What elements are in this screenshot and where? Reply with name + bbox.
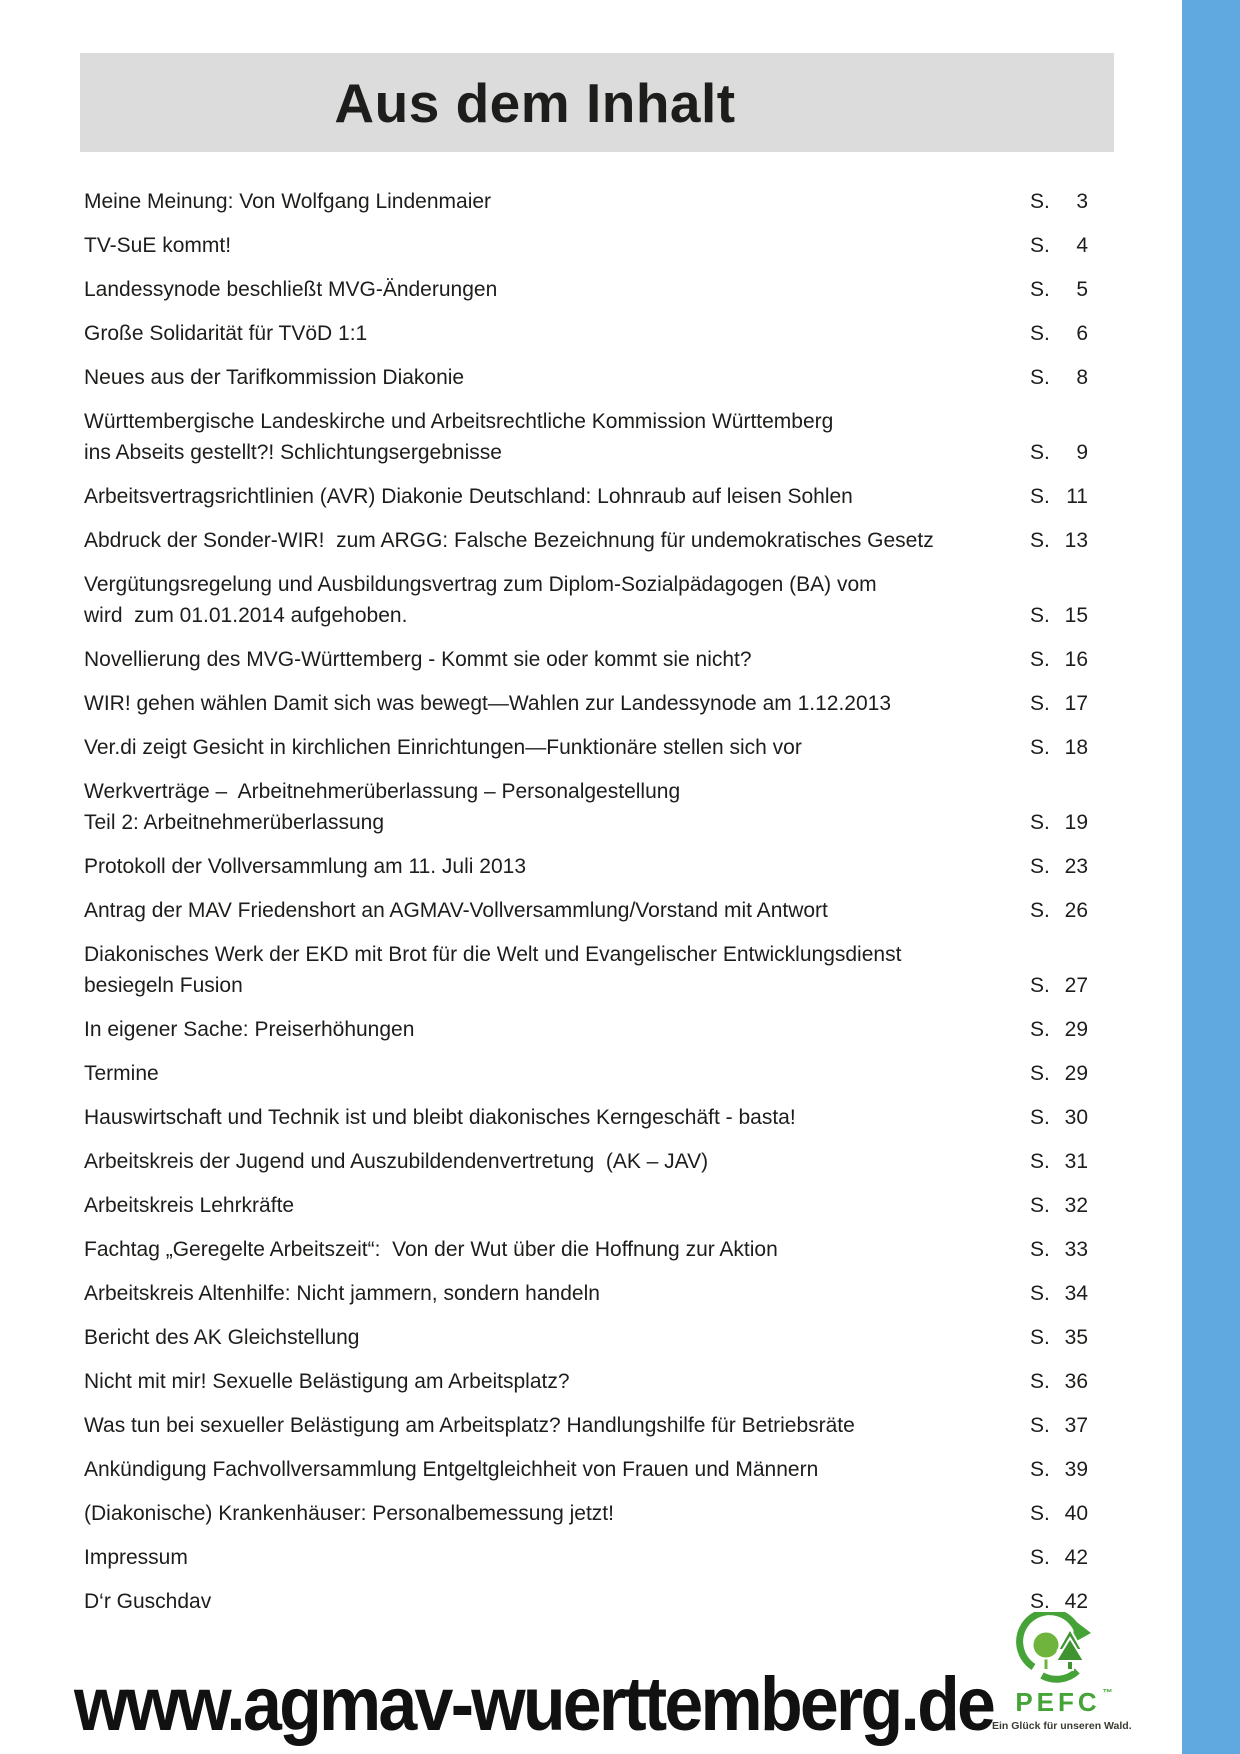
toc-entry [84,644,1088,675]
toc-entry-line: Novellierung des MVG-Württemberg - Kommt sie oder kommt sie nicht? [84,648,752,671]
toc-entry-line: Protokoll der Vollversammlung am 11. Juli 2013 [84,855,526,878]
toc-entry [84,1586,1088,1617]
toc-entry-title [84,1234,1022,1265]
toc-page-number [1030,362,1088,393]
toc-page-number [1030,1190,1088,1221]
page-prefix: S. [1030,1458,1050,1481]
page-number-value: 42 [1064,1546,1088,1569]
right-accent-bar [1182,0,1240,1754]
toc-entry [84,274,1088,305]
toc-entry [84,776,1088,838]
toc-entry-title [84,1410,1022,1441]
toc-entry-title [84,644,1022,675]
toc-entry [84,1410,1088,1441]
page-number-value: 37 [1064,1414,1088,1437]
toc-entry-line: Ver.di zeigt Gesicht in kirchlichen Einrichtungen—Funktionäre stellen sich vor [84,736,802,759]
page-prefix: S. [1030,1546,1050,1569]
toc-entry [84,318,1088,349]
toc-entry [84,525,1088,556]
toc-entry [84,1542,1088,1573]
page-number-value: 40 [1064,1502,1088,1525]
toc-page-number [1030,1366,1088,1397]
toc-entry-line: ins Abseits gestellt?! Schlichtungsergebnisse [84,441,502,464]
toc-entry-line: Neues aus der Tarifkommission Diakonie [84,366,465,389]
toc-page-number [1030,1454,1088,1485]
toc-entry-title [84,939,1022,1001]
toc-page-number [1030,525,1088,556]
page-number-value: 11 [1066,485,1088,508]
page-prefix: S. [1030,278,1050,301]
page-number-value: 29 [1064,1018,1088,1041]
toc-entry-line: Ankündigung Fachvollversammlung Entgeltgleichheit von Frauen und Männern [84,1458,819,1481]
toc-page-number [1030,1058,1088,1089]
page-number-value: 16 [1064,648,1088,671]
trademark-symbol: ™ [1102,1688,1113,1699]
toc-entry-title [84,1542,1022,1573]
toc-entry [84,1014,1088,1045]
toc-entry [84,1454,1088,1485]
toc-entry-title [84,525,1022,556]
toc-page-number [1030,437,1088,468]
toc-entry [84,1058,1088,1089]
toc-entry-title [84,362,1022,393]
toc-page-number [1030,688,1088,719]
page-prefix: S. [1030,1502,1050,1525]
page-number-value: 42 [1064,1590,1088,1613]
toc-entry [84,569,1088,631]
toc-entry [84,851,1088,882]
toc-entry-line: Vergütungsregelung und Ausbildungsvertrag zum Diplom-Sozialpädagogen (BA) vom [84,573,877,596]
page-number-value: 15 [1064,604,1088,627]
toc-page-number [1030,1410,1088,1441]
page-number-value: 4 [1076,234,1088,257]
toc-entry [84,362,1088,393]
page-prefix: S. [1030,1414,1050,1437]
page-prefix: S. [1030,899,1050,922]
toc-page-number [1030,1014,1088,1045]
toc-page-number [1030,1102,1088,1133]
page-number-value: 31 [1064,1150,1088,1173]
page-prefix: S. [1030,736,1050,759]
pefc-wordmark: PEFC ™ [1015,1690,1100,1714]
toc-entry-title [84,1190,1022,1221]
toc-entry-title [84,895,1022,926]
toc-entry [84,1278,1088,1309]
toc-entry-title [84,1278,1022,1309]
pefc-logo [992,1612,1132,1732]
page-prefix: S. [1030,529,1050,552]
toc-entry-title [84,851,1022,882]
toc-entry-title [84,1146,1022,1177]
page-number-value: 36 [1064,1370,1088,1393]
page-prefix: S. [1030,1150,1050,1173]
page-prefix: S. [1030,855,1050,878]
page-prefix: S. [1030,322,1050,345]
deciduous-tree-icon [1033,1632,1060,1671]
toc-entry-line: In eigener Sache: Preiserhöhungen [84,1018,415,1041]
toc-list [84,186,1088,1630]
toc-entry-line: Arbeitskreis der Jugend und Auszubildendenvertretung (AK – JAV) [84,1150,709,1173]
toc-page-number [1030,851,1088,882]
toc-page-number [1030,1146,1088,1177]
toc-page-number [1030,970,1088,1001]
toc-entry-line: Meine Meinung: Von Wolfgang Lindenmaier [84,190,492,213]
page-number-value: 29 [1064,1062,1088,1085]
toc-page-number [1030,1234,1088,1265]
toc-entry-title [84,1102,1022,1133]
toc-entry-line: D‘r Guschdav [84,1590,212,1613]
toc-entry-line: Landessynode beschließt MVG-Änderungen [84,278,498,301]
toc-page-number [1030,807,1088,838]
toc-page-number [1030,895,1088,926]
toc-entry [84,1498,1088,1529]
toc-entry-line: Termine [84,1062,159,1085]
toc-entry-title [84,481,1022,512]
toc-entry [84,481,1088,512]
toc-entry-title [84,1058,1022,1089]
page-prefix: S. [1030,1194,1050,1217]
toc-page-number [1030,644,1088,675]
toc-entry-line: Nicht mit mir! Sexuelle Belästigung am Arbeitsplatz? [84,1370,570,1393]
toc-entry-line: Abdruck der Sonder-WIR! zum ARGG: Falsche Bezeichnung für undemokratisches Gesetz [84,529,934,552]
header-banner [80,53,1114,152]
toc-entry-line: TV-SuE kommt! [84,234,232,257]
toc-entry-line: wird zum 01.01.2014 aufgehoben. [84,604,408,627]
page-number-value: 5 [1076,278,1088,301]
page-prefix: S. [1030,1590,1050,1613]
page-prefix: S. [1030,1018,1050,1041]
toc-entry-line: Arbeitskreis Lehrkräfte [84,1194,295,1217]
website-url[interactable]: www.agmav-wuerttemberg.de [74,1662,994,1747]
toc-entry-line: Fachtag „Geregelte Arbeitszeit“: Von der Wut über die Hoffnung zur Aktion [84,1238,778,1261]
toc-page-number [1030,732,1088,763]
toc-entry-line: Große Solidarität für TVöD 1:1 [84,322,368,345]
page-title: Aus dem Inhalt [334,71,736,134]
toc-page-number [1030,186,1088,217]
toc-entry-title [84,274,1022,305]
page-prefix: S. [1030,1326,1050,1349]
page-number-value: 27 [1064,974,1088,997]
page-number-value: 23 [1064,855,1088,878]
page-prefix: S. [1030,441,1050,464]
toc-page-number [1030,1322,1088,1353]
toc-page-number [1030,1542,1088,1573]
page-number-value: 33 [1064,1238,1088,1261]
page-number-value: 18 [1064,736,1088,759]
toc-entry [84,1190,1088,1221]
page-number-value: 13 [1064,529,1088,552]
toc-entry-title [84,1366,1022,1397]
toc-entry-line: Hauswirtschaft und Technik ist und bleibt diakonisches Kerngeschäft - basta! [84,1106,796,1129]
toc-entry-title [84,1454,1022,1485]
page-prefix: S. [1030,190,1050,213]
page-prefix: S. [1030,485,1050,508]
toc-entry [84,895,1088,926]
toc-entry [84,688,1088,719]
toc-page-number [1030,318,1088,349]
page-number-value: 35 [1064,1326,1088,1349]
page-number-value: 9 [1076,441,1088,464]
page-prefix: S. [1030,974,1050,997]
toc-entry-line: Teil 2: Arbeitnehmerüberlassung [84,811,385,834]
page-prefix: S. [1030,234,1050,257]
page-number-value: 26 [1064,899,1088,922]
page-prefix: S. [1030,648,1050,671]
toc-entry [84,406,1088,468]
page-number-value: 17 [1064,692,1088,715]
page-prefix: S. [1030,604,1050,627]
toc-entry [84,230,1088,261]
toc-entry-line: Arbeitskreis Altenhilfe: Nicht jammern, sondern handeln [84,1282,600,1305]
toc-entry [84,939,1088,1001]
toc-entry-title [84,230,1022,261]
toc-page-number [1030,481,1088,512]
toc-entry-title [84,569,1022,631]
page-prefix: S. [1030,1106,1050,1129]
toc-page-number [1030,274,1088,305]
page-prefix: S. [1030,1238,1050,1261]
toc-entry-line: Was tun bei sexueller Belästigung am Arbeitsplatz? Handlungshilfe für Betriebsräte [84,1414,855,1437]
page-number-value: 3 [1076,190,1088,213]
page-number-value: 6 [1076,322,1088,345]
page-prefix: S. [1030,366,1050,389]
toc-entry [84,1322,1088,1353]
toc-entry-title [84,318,1022,349]
toc-entry-line: Werkverträge – Arbeitnehmerüberlassung – Personalgestellung [84,780,681,803]
toc-entry-line: Impressum [84,1546,188,1569]
page-number-value: 30 [1064,1106,1088,1129]
toc-entry-line: WIR! gehen wählen Damit sich was bewegt—Wahlen zur Landessynode am 1.12.2013 [84,692,891,715]
page-number-value: 39 [1064,1458,1088,1481]
toc-entry [84,1366,1088,1397]
toc-page-number [1030,600,1088,631]
toc-entry-title [84,732,1022,763]
toc-entry [84,1102,1088,1133]
toc-entry-title [84,186,1022,217]
toc-entry-line: Antrag der MAV Friedenshort an AGMAV-Vollversammlung/Vorstand mit Antwort [84,899,828,922]
page-prefix: S. [1030,1370,1050,1393]
toc-entry-title [84,406,1022,468]
page-prefix: S. [1030,1282,1050,1305]
toc-page-number [1030,230,1088,261]
toc-entry [84,1146,1088,1177]
pefc-tagline: Ein Glück für unseren Wald. [992,1720,1132,1732]
toc-entry-title [84,1014,1022,1045]
toc-page-number [1030,1498,1088,1529]
toc-page-number [1030,1278,1088,1309]
toc-entry [84,186,1088,217]
toc-entry-line: (Diakonische) Krankenhäuser: Personalbemessung jetzt! [84,1502,614,1525]
toc-entry [84,732,1088,763]
page-prefix: S. [1030,692,1050,715]
toc-entry-line: besiegeln Fusion [84,974,243,997]
toc-entry-title [84,776,1022,838]
toc-entry-line: Arbeitsvertragsrichtlinien (AVR) Diakonie Deutschland: Lohnraub auf leisen Sohlen [84,485,853,508]
toc-entry-title [84,1322,1022,1353]
toc-entry-title [84,1586,1022,1617]
page-number-value: 8 [1076,366,1088,389]
page-number-value: 34 [1064,1282,1088,1305]
pefc-emblem-icon [1008,1612,1108,1690]
toc-entry-title [84,688,1022,719]
toc-entry-line: Bericht des AK Gleichstellung [84,1326,360,1349]
page-prefix: S. [1030,1062,1050,1085]
toc-entry [84,1234,1088,1265]
toc-entry-line: Württembergische Landeskirche und Arbeitsrechtliche Kommission Württemberg [84,410,834,433]
page-number-value: 32 [1064,1194,1088,1217]
toc-entry-line: Diakonisches Werk der EKD mit Brot für die Welt und Evangelischer Entwicklungsdienst [84,943,902,966]
page-prefix: S. [1030,811,1050,834]
page-number-value: 19 [1064,811,1088,834]
toc-entry-title [84,1498,1022,1529]
